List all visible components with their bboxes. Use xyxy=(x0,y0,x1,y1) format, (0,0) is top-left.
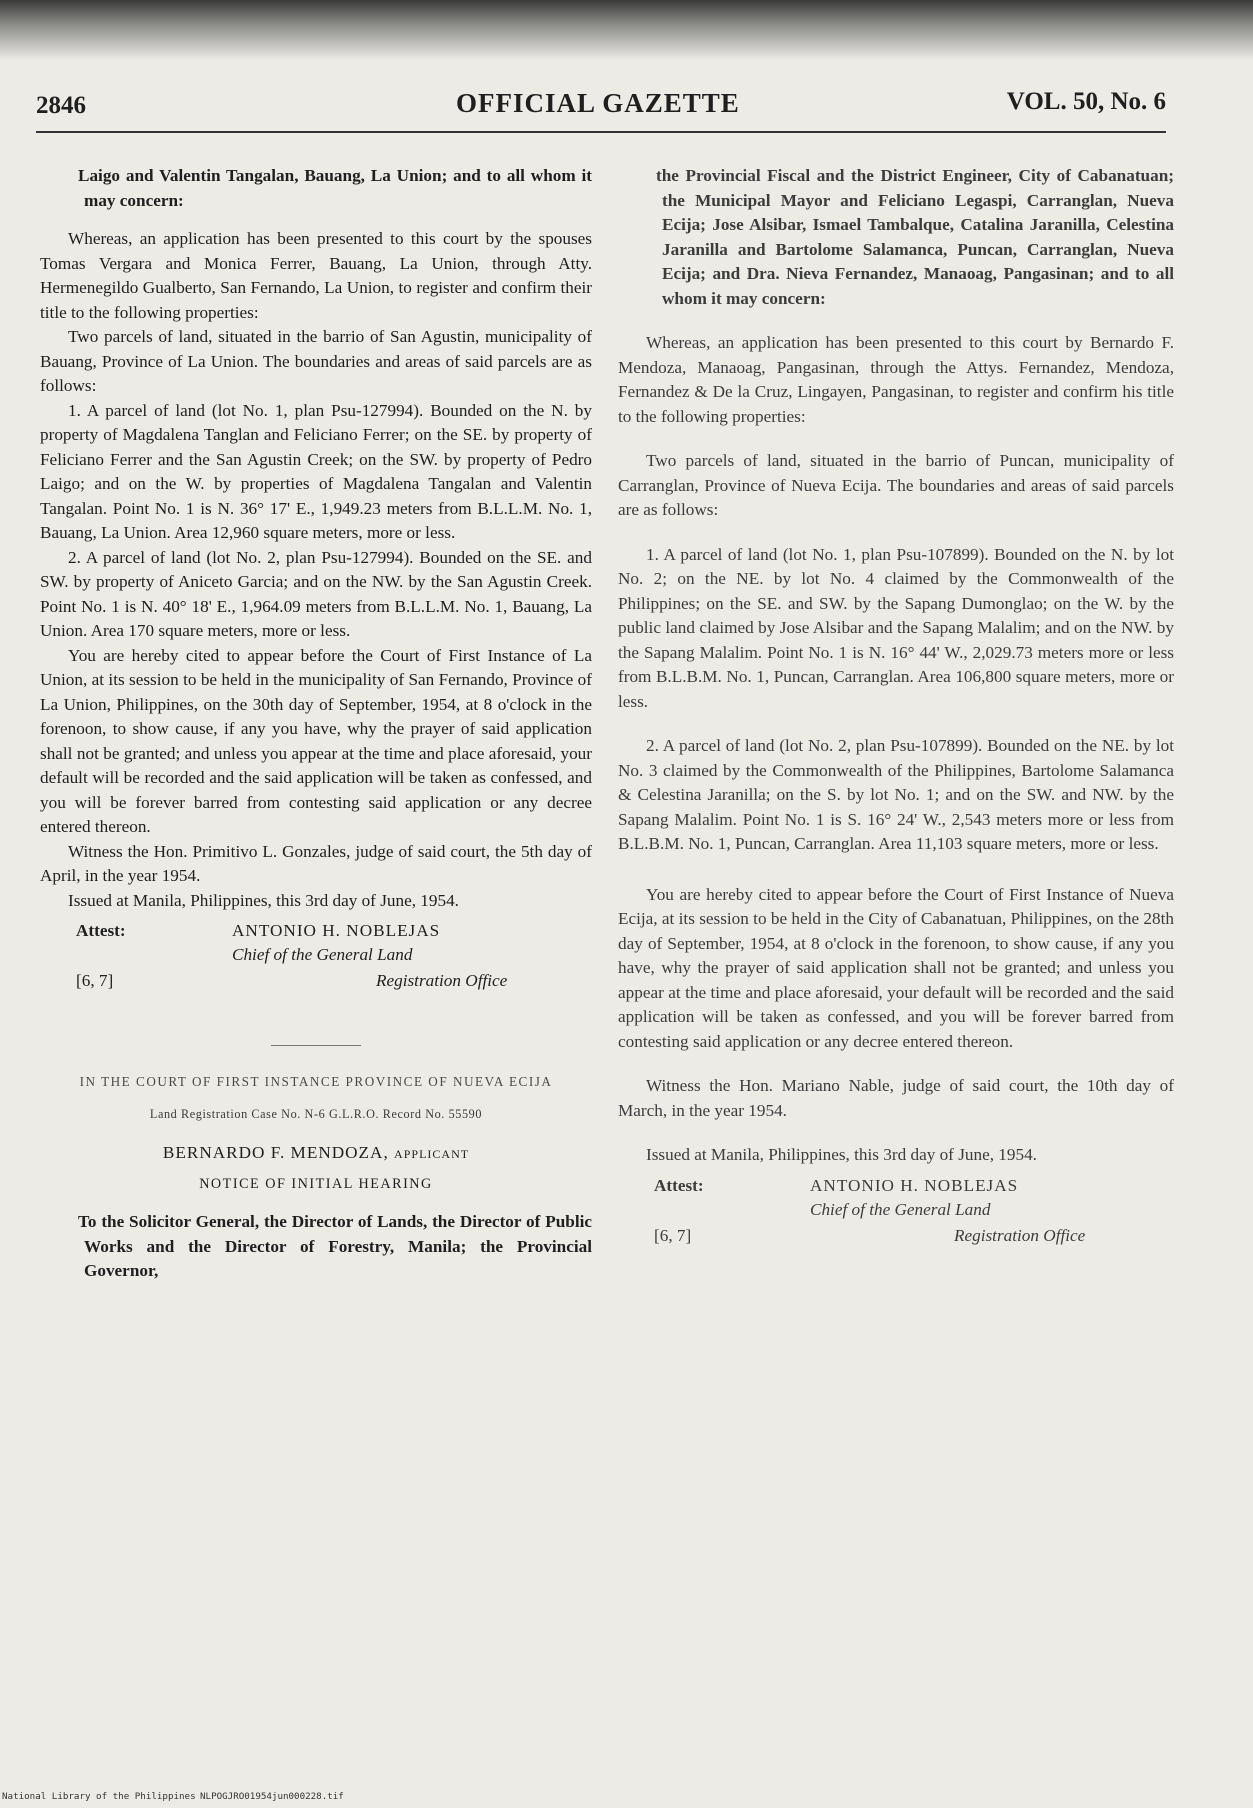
issued-paragraph-right: Issued at Manila, Philippines, this 3rd day of June, 1954. xyxy=(646,1145,1037,1164)
attest-title-line1: Chief of the General Land xyxy=(232,945,413,964)
case-number: Land Registration Case No. N-6 G.L.R.O. Record No. 55590 xyxy=(149,1107,483,1121)
issue-code-right: [6, 7] xyxy=(654,1225,692,1245)
attest-title-line2-right: Registration Office xyxy=(954,1225,1086,1245)
addressee-continued-right: the Provincial Fiscal and the District Engineer, City of Cabanatuan; the Municipal Mayor and Feliciano Legaspi, Carranglan, Nueva Ecija; Jose Alsibar, Ismael Tambalque, Catalina Jaranilla, Celestina Jaranilla and Bartolome Salamanca, Puncan, Carranglan, Nueva Ecija; and Dra. Nieva Fernandez, Manaoag, Pangasinan; and to all whom it may concern: xyxy=(656,166,1174,308)
attest-signatory: ANTONIO H. NOBLEJAS xyxy=(232,921,441,940)
volume-label: VOL. 50, No. 6 xyxy=(1006,88,1166,115)
witness-paragraph: Witness the Hon. Primitivo L. Gonzales, judge of said court, the 5th day of April, in the year 1954. xyxy=(40,841,592,885)
parcel-2-description: 2. A parcel of land (lot No. 2, plan Psu-127994). Bounded on the SE. and SW. by property of Aniceto Garcia; and on the NW. by the San Agustin Creek. Point No. 1 is N. 40° 18' E., 1,964.09 meters from B.L.L.M. No. 1, Bauang, La Union. Area 170 square meters, more or less. xyxy=(40,547,592,640)
page-header xyxy=(36,88,1166,128)
page-number: 2846 xyxy=(36,92,86,119)
scan-footer xyxy=(0,1780,1253,1808)
addressee-paragraph: To the Solicitor General, the Director of Lands, the Director of Public Works and the Director of Forestry, Manila; the Provincial Governor, xyxy=(78,1212,592,1280)
parcel-1-description: 1. A parcel of land (lot No. 1, plan Psu-127994). Bounded on the N. by property of Magdalena Tanglan and Feliciano Ferrer; on the SE. by property of Feliciano Ferrer and the San Agustin Creek; on the SW. by property of Pedro Laigo; and on the W. by properties of Magdalena Tangalan and Valentin Tangalan. Point No. 1 is N. 36° 17' E., 1,949.23 meters from B.L.L.M. No. 1, Bauang, La Union. Area 12,960 square meters, more or less. xyxy=(40,400,592,542)
attest-title-line1-right: Chief of the General Land xyxy=(810,1199,991,1219)
whereas-paragraph: Whereas, an application has been presented to this court by the spouses Tomas Vergara and Monica Ferrer, Bauang, La Union, through Atty. Hermenegildo Gualberto, San Fernando, La Union, to register and confirm their title to the following properties: xyxy=(40,229,592,322)
scan-filename: NLPOGJRO01954jun000228.tif xyxy=(200,1791,344,1802)
citation-paragraph: You are hereby cited to appear before the Court of First Instance of La Union, at its session to be held in the municipality of San Fernando, Province of La Union, Philippines, on the 30th day of September, 1954, at 8 o'clock in the forenoon, to show cause, if any you have, why the prayer of said application shall not be granted; and unless you appear at the time and place aforesaid, your default will be recorded and the said application will be taken as confessed, and you will be forever barred from contesting said application or any decree entered thereon. xyxy=(40,645,592,836)
gazette-title: OFFICIAL GAZETTE xyxy=(456,88,740,118)
right-column xyxy=(618,164,1174,1270)
parcels-intro-right: Two parcels of land, situated in the barrio of Puncan, municipality of Carranglan, Province of Nueva Ecija. The boundaries and areas of said parcels are as follows: xyxy=(618,451,1174,519)
issued-paragraph: Issued at Manila, Philippines, this 3rd day of June, 1954. xyxy=(68,890,459,910)
witness-paragraph-right: Witness the Hon. Mariano Nable, judge of said court, the 10th day of March, in the year 1954. xyxy=(618,1076,1174,1120)
section-divider xyxy=(271,1045,361,1046)
parcels-intro: Two parcels of land, situated in the barrio of San Agustin, municipality of Bauang, Province of La Union. The boundaries and areas of said parcels are as follows: xyxy=(40,327,592,395)
attest-block-right xyxy=(618,1174,1174,1270)
scan-shadow xyxy=(0,0,1253,60)
left-column xyxy=(40,164,592,1284)
applicant-line: BERNARDO F. MENDOZA, applicant xyxy=(162,1143,470,1162)
court-heading: IN THE COURT OF FIRST INSTANCE PROVINCE OF NUEVA ECIJA xyxy=(79,1074,553,1089)
addressee-continued: Laigo and Valentin Tangalan, Bauang, La Union; and to all whom it may concern: xyxy=(78,166,592,210)
attest-label-right: Attest: xyxy=(654,1175,704,1195)
library-credit: National Library of the Philippines xyxy=(2,1791,196,1802)
header-rule xyxy=(36,131,1166,133)
notice-heading: NOTICE OF INITIAL HEARING xyxy=(199,1175,433,1192)
attest-signatory-right: ANTONIO H. NOBLEJAS xyxy=(810,1175,1019,1195)
citation-paragraph-right: You are hereby cited to appear before the Court of First Instance of Nueva Ecija, at its session to be held in the City of Cabanatuan, Philippines, on the 28th day of September, 1954, at 8 o'clock in the forenoon, to show cause, if any you have, why the prayer of said application shall not be granted; and unless you appear at the time and place aforesaid, your default will be recorded and the said application will be taken as confessed, and you will be forever barred from contesting said application or any decree entered thereon. xyxy=(618,884,1174,1051)
whereas-paragraph-right: Whereas, an application has been presented to this court by Bernardo F. Mendoza, Manaoag, Pangasinan, through the Attys. Fernandez, Mendoza, Fernandez & De la Cruz, Lingayen, Pangasinan, to register and confirm his title to the following properties: xyxy=(618,333,1174,426)
attest-label: Attest: xyxy=(76,921,126,940)
issue-code: [6, 7] xyxy=(76,971,114,990)
parcel-2-description-right: 2. A parcel of land (lot No. 2, plan Psu-107899). Bounded on the NE. by lot No. 3 claimed by the Commonwealth of the Philippines, Bartolome Salamanca & Celestina Jaranilla; on the S. by lot No. 1; and on the SW. and NW. by the Sapang Malalim. Point No. 1 is S. 16° 24' W., 2,543 meters more or less from B.L.B.M. No. 1, Puncan, Carranglan. Area 11,103 square meters, more or less. xyxy=(618,736,1174,853)
attest-title-line2: Registration Office xyxy=(376,971,508,990)
attest-block xyxy=(40,919,592,1015)
parcel-1-description-right: 1. A parcel of land (lot No. 1, plan Psu-107899). Bounded on the N. by lot No. 2; on the NE. by lot No. 4 claimed by the Commonwealth of the Philippines; on the SE. and SW. by the Sapang Dumonglao; on the W. by the public land claimed by Jose Alsibar and the Sapang Malalim; and on the NW. by the Sapang Malalim. Point No. 1 is N. 16° 44' W., 2,029.73 meters more or less from B.L.B.M. No. 1, Puncan, Carranglan. Area 106,800 square meters, more or less. xyxy=(618,544,1174,711)
